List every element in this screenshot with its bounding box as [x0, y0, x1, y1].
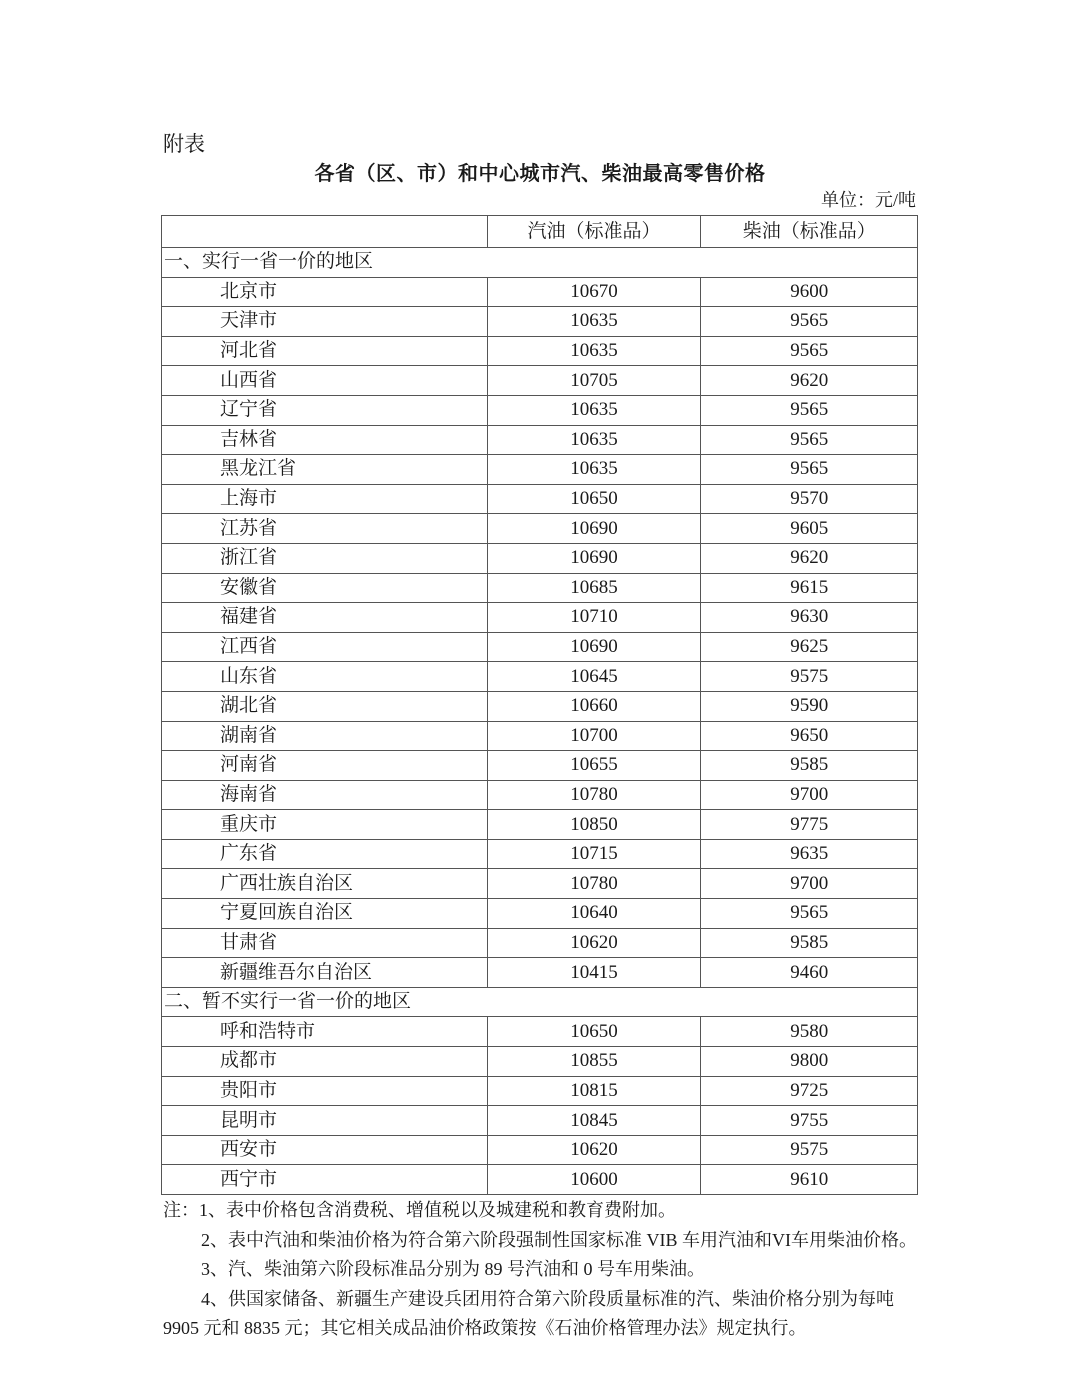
gasoline-price-cell: 10850	[487, 810, 701, 840]
gasoline-price-cell: 10650	[487, 1017, 701, 1047]
table-row	[162, 484, 918, 514]
region-cell: 上海市	[162, 484, 488, 514]
section-label: 二、暂不实行一省一价的地区	[162, 987, 918, 1017]
table-row	[162, 899, 918, 929]
gasoline-price-cell: 10690	[487, 632, 701, 662]
diesel-price-cell: 9605	[701, 514, 918, 544]
table-row	[162, 928, 918, 958]
table-row	[162, 336, 918, 366]
gasoline-price-cell: 10640	[487, 899, 701, 929]
gasoline-price-cell: 10635	[487, 336, 701, 366]
region-cell: 河南省	[162, 751, 488, 781]
region-cell: 辽宁省	[162, 395, 488, 425]
gasoline-price-cell: 10635	[487, 307, 701, 337]
table-row	[162, 1047, 918, 1077]
note-4: 4、供国家储备、新疆生产建设兵团用符合第六阶段质量标准的汽、柴油价格分别为每吨 9905 元和 8835 元；其它相关成品油价格政策按《石油价格管理办法》规定执行。	[163, 1288, 894, 1338]
gasoline-price-cell: 10660	[487, 691, 701, 721]
table-row	[162, 455, 918, 485]
section-row	[162, 248, 918, 278]
gasoline-price-cell: 10715	[487, 839, 701, 869]
table-row	[162, 603, 918, 633]
gasoline-price-cell: 10690	[487, 543, 701, 573]
gasoline-price-cell: 10780	[487, 780, 701, 810]
section-label: 一、实行一省一价的地区	[162, 248, 918, 278]
diesel-price-cell: 9575	[701, 662, 918, 692]
table-row	[162, 1106, 918, 1136]
table-row	[162, 869, 918, 899]
table-row	[162, 632, 918, 662]
diesel-price-cell: 9565	[701, 336, 918, 366]
diesel-price-cell: 9460	[701, 958, 918, 988]
diesel-price-cell: 9620	[701, 543, 918, 573]
diesel-price-cell: 9585	[701, 751, 918, 781]
table-row	[162, 366, 918, 396]
diesel-price-cell: 9775	[701, 810, 918, 840]
region-cell: 山西省	[162, 366, 488, 396]
gasoline-price-cell: 10635	[487, 395, 701, 425]
region-cell: 福建省	[162, 603, 488, 633]
gasoline-price-cell: 10685	[487, 573, 701, 603]
diesel-price-cell: 9620	[701, 366, 918, 396]
region-cell: 天津市	[162, 307, 488, 337]
table-row	[162, 839, 918, 869]
note-3: 3、汽、柴油第六阶段标准品分别为 89 号汽油和 0 号车用柴油。	[201, 1259, 705, 1279]
diesel-price-cell: 9625	[701, 632, 918, 662]
region-cell: 西安市	[162, 1135, 488, 1165]
diesel-price-cell: 9590	[701, 691, 918, 721]
table-row	[162, 425, 918, 455]
gasoline-price-cell: 10620	[487, 928, 701, 958]
header-diesel: 柴油（标准品）	[701, 216, 918, 248]
table-row	[162, 307, 918, 337]
region-cell: 浙江省	[162, 543, 488, 573]
diesel-price-cell: 9700	[701, 869, 918, 899]
gasoline-price-cell: 10650	[487, 484, 701, 514]
table-row	[162, 395, 918, 425]
gasoline-price-cell: 10620	[487, 1135, 701, 1165]
gasoline-price-cell: 10635	[487, 425, 701, 455]
diesel-price-cell: 9725	[701, 1076, 918, 1106]
table-row	[162, 780, 918, 810]
attachment-label: 附表	[163, 132, 205, 156]
table-row	[162, 958, 918, 988]
diesel-price-cell: 9635	[701, 839, 918, 869]
table-row	[162, 573, 918, 603]
table-row	[162, 1076, 918, 1106]
diesel-price-cell: 9565	[701, 455, 918, 485]
region-cell: 山东省	[162, 662, 488, 692]
region-cell: 吉林省	[162, 425, 488, 455]
table-row	[162, 691, 918, 721]
region-cell: 重庆市	[162, 810, 488, 840]
diesel-price-cell: 9650	[701, 721, 918, 751]
region-cell: 安徽省	[162, 573, 488, 603]
region-cell: 海南省	[162, 780, 488, 810]
table-row	[162, 751, 918, 781]
gasoline-price-cell: 10845	[487, 1106, 701, 1136]
table-row	[162, 514, 918, 544]
region-cell: 广东省	[162, 839, 488, 869]
gasoline-price-cell: 10780	[487, 869, 701, 899]
diesel-price-cell: 9580	[701, 1017, 918, 1047]
diesel-price-cell: 9600	[701, 277, 918, 307]
page-title: 各省（区、市）和中心城市汽、柴油最高零售价格	[314, 161, 766, 185]
region-cell: 新疆维吾尔自治区	[162, 958, 488, 988]
diesel-price-cell: 9575	[701, 1135, 918, 1165]
price-table-body	[162, 216, 918, 1195]
header-gasoline: 汽油（标准品）	[487, 216, 701, 248]
note-1: 注：1、表中价格包含消费税、增值税以及城建税和教育费附加。	[163, 1200, 676, 1220]
diesel-price-cell: 9630	[701, 603, 918, 633]
region-cell: 西宁市	[162, 1165, 488, 1195]
diesel-price-cell: 9565	[701, 395, 918, 425]
region-cell: 江苏省	[162, 514, 488, 544]
diesel-price-cell: 9565	[701, 899, 918, 929]
diesel-price-cell: 9800	[701, 1047, 918, 1077]
diesel-price-cell: 9615	[701, 573, 918, 603]
table-row	[162, 543, 918, 573]
diesel-price-cell: 9610	[701, 1165, 918, 1195]
region-cell: 成都市	[162, 1047, 488, 1077]
table-row	[162, 1165, 918, 1195]
region-cell: 宁夏回族自治区	[162, 899, 488, 929]
region-cell: 河北省	[162, 336, 488, 366]
price-table	[161, 215, 918, 1195]
gasoline-price-cell: 10710	[487, 603, 701, 633]
note-2: 2、表中汽油和柴油价格为符合第六阶段强制性国家标准 VIB 车用汽油和VI车用柴油价格。	[201, 1229, 917, 1250]
diesel-price-cell: 9755	[701, 1106, 918, 1136]
gasoline-price-cell: 10815	[487, 1076, 701, 1106]
region-cell: 贵阳市	[162, 1076, 488, 1106]
gasoline-price-cell: 10670	[487, 277, 701, 307]
notes	[163, 1196, 919, 1344]
gasoline-price-cell: 10700	[487, 721, 701, 751]
region-cell: 甘肃省	[162, 928, 488, 958]
table-row	[162, 277, 918, 307]
region-cell: 湖北省	[162, 691, 488, 721]
gasoline-price-cell: 10705	[487, 366, 701, 396]
region-cell: 北京市	[162, 277, 488, 307]
region-cell: 广西壮族自治区	[162, 869, 488, 899]
diesel-price-cell: 9565	[701, 307, 918, 337]
diesel-price-cell: 9700	[701, 780, 918, 810]
table-row	[162, 1135, 918, 1165]
gasoline-price-cell: 10645	[487, 662, 701, 692]
diesel-price-cell: 9565	[701, 425, 918, 455]
diesel-price-cell: 9585	[701, 928, 918, 958]
gasoline-price-cell: 10855	[487, 1047, 701, 1077]
table-row	[162, 721, 918, 751]
region-cell: 呼和浩特市	[162, 1017, 488, 1047]
header-region	[162, 216, 488, 248]
region-cell: 黑龙江省	[162, 455, 488, 485]
table-row	[162, 810, 918, 840]
region-cell: 江西省	[162, 632, 488, 662]
unit-label: 单位：元/吨	[820, 190, 916, 210]
gasoline-price-cell: 10655	[487, 751, 701, 781]
section-row	[162, 987, 918, 1017]
gasoline-price-cell: 10600	[487, 1165, 701, 1195]
diesel-price-cell: 9570	[701, 484, 918, 514]
table-row	[162, 1017, 918, 1047]
gasoline-price-cell: 10635	[487, 455, 701, 485]
gasoline-price-cell: 10690	[487, 514, 701, 544]
region-cell: 湖南省	[162, 721, 488, 751]
table-header-row	[162, 216, 918, 248]
region-cell: 昆明市	[162, 1106, 488, 1136]
table-row	[162, 662, 918, 692]
gasoline-price-cell: 10415	[487, 958, 701, 988]
